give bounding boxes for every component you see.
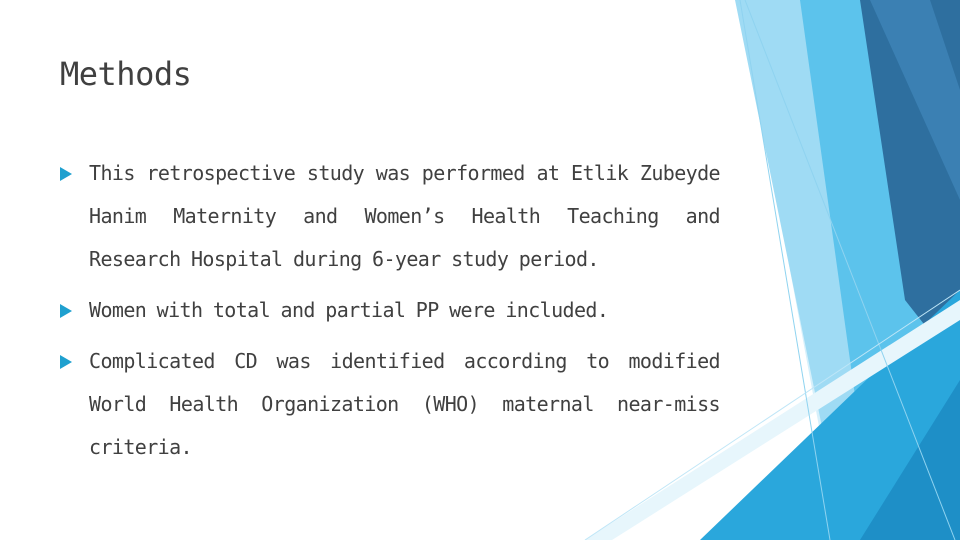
triangle-right-icon bbox=[60, 304, 72, 318]
bullet-text: Complicated CD was identified according to modified World Health Organization (WHO) maternal near-miss criteria. bbox=[89, 349, 720, 459]
bullet-text: This retrospective study was performed at Etlik Zubeyde Hanim Maternity and Women’s Health Teaching and Research Hospital during 6-year study period. bbox=[89, 161, 720, 271]
bullet-text: Women with total and partial PP were included. bbox=[89, 298, 609, 322]
triangle-right-icon bbox=[60, 355, 72, 369]
triangle-right-icon bbox=[60, 167, 72, 181]
bullet-item bbox=[60, 340, 720, 469]
bullet-item bbox=[60, 289, 720, 332]
bullet-list bbox=[60, 152, 720, 477]
slide-title: Methods bbox=[60, 55, 192, 93]
bullet-item bbox=[60, 152, 720, 281]
